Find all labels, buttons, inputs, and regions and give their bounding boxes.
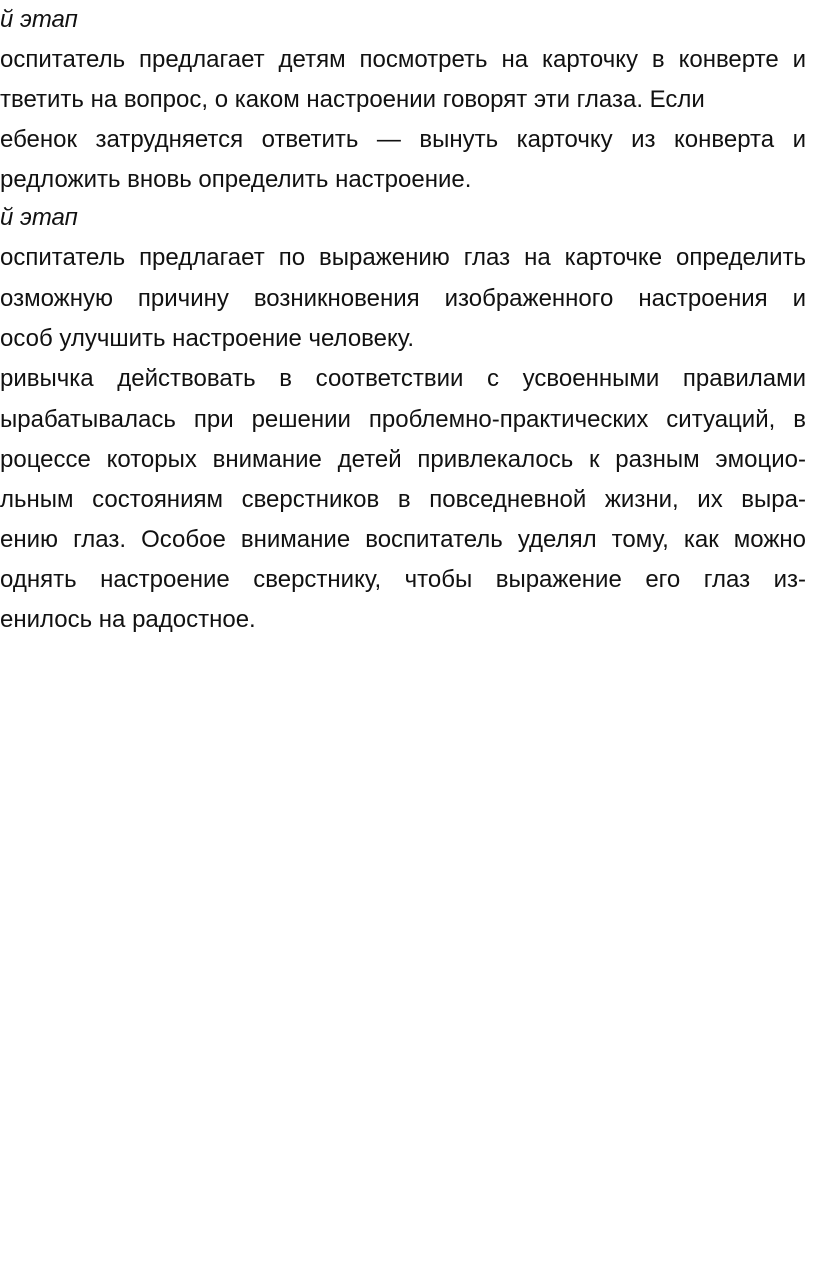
paragraph-3-line-6: однять настроение сверстнику, чтобы выражение его глаз из- bbox=[0, 566, 806, 593]
section-1-line-3: ебенок затрудняется ответить — вынуть карточку из конверта и bbox=[0, 126, 806, 153]
section-1-line-2: тветить на вопрос, о каком настроении говорят эти глаза. Если bbox=[0, 86, 705, 113]
paragraph-3-line-1: ривычка действовать в соответствии с усвоенными правилами bbox=[0, 365, 806, 392]
section-1-heading: й этап bbox=[0, 6, 78, 33]
section-1-line-1: оспитатель предлагает детям посмотреть на карточку в конверте и bbox=[0, 46, 806, 73]
paragraph-3-line-5: ению глаз. Особое внимание воспитатель уделял тому, как можно bbox=[0, 526, 806, 553]
paragraph-3-line-4: льным состояниям сверстников в повседневной жизни, их выра- bbox=[0, 486, 806, 513]
paragraph-3-line-7: енилось на радостное. bbox=[0, 606, 256, 633]
section-2-line-3: особ улучшить настроение человеку. bbox=[0, 325, 415, 352]
paragraph-3-line-3: роцессе которых внимание детей привлекалось к разным эмоцио- bbox=[0, 446, 806, 473]
paragraph-3-line-2: ырабатывалась при решении проблемно-практических ситуаций, в bbox=[0, 406, 806, 433]
section-2-line-1: оспитатель предлагает по выражению глаз на карточке определить bbox=[0, 244, 806, 271]
section-2-heading: й этап bbox=[0, 204, 78, 231]
section-1-line-4: редложить вновь определить настроение. bbox=[0, 166, 472, 193]
section-2-line-2: озможную причину возникновения изображенного настроения и bbox=[0, 285, 806, 312]
